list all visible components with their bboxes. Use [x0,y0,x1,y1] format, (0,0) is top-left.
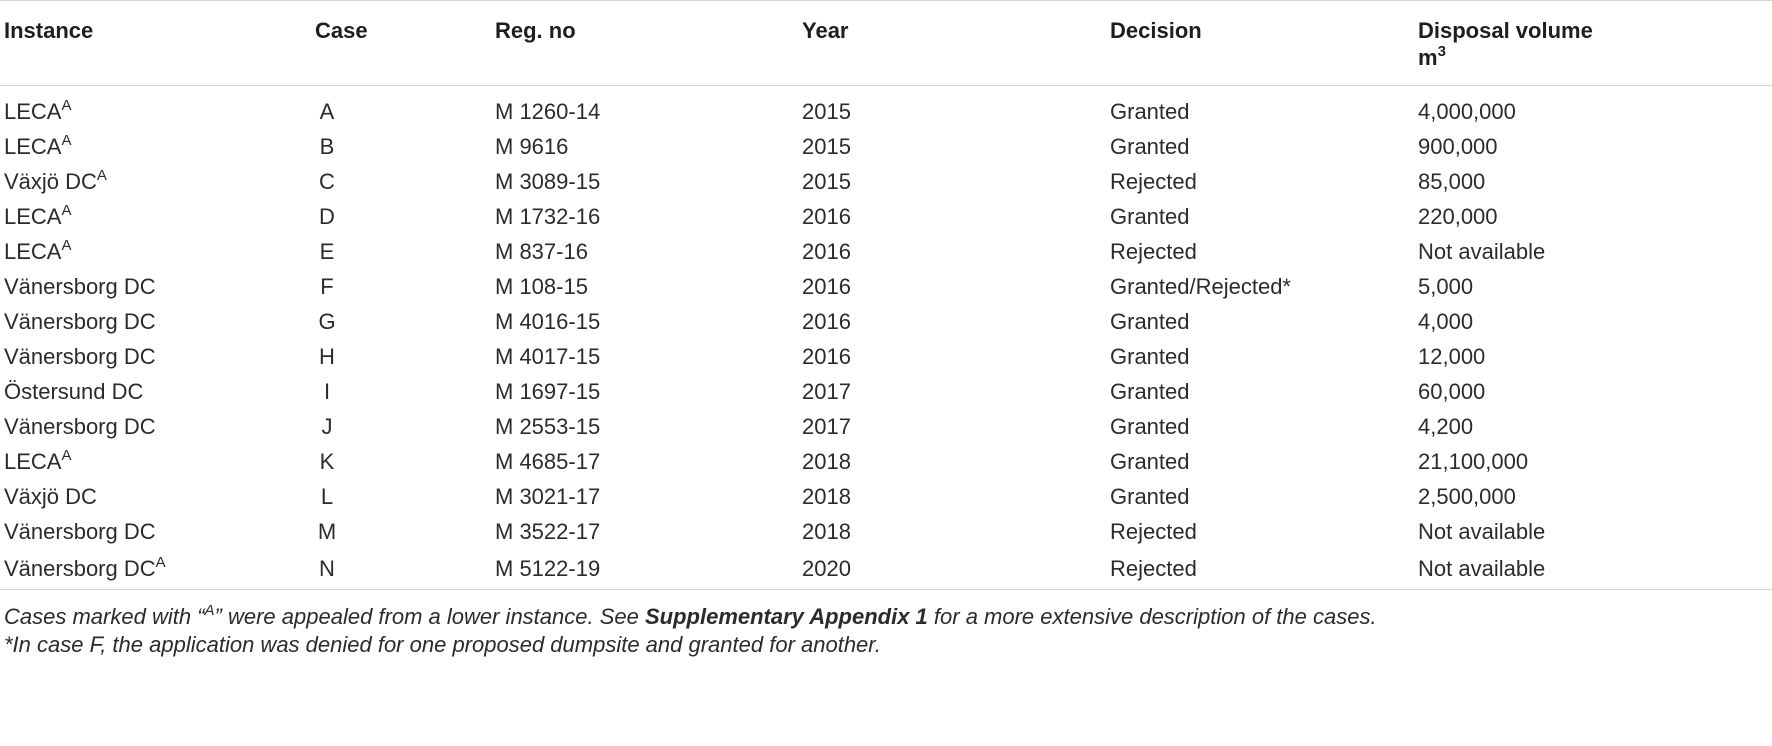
cell-decision: Granted [1110,133,1190,159]
appeal-marker: A [96,166,107,184]
cell-disposal-volume: Not available [1418,518,1546,544]
cell-reg-no: M 5122-19 [495,549,802,590]
header-disposal-volume [1418,1,1772,86]
footnote-appeal-text-1: Cases marked with “ [4,604,205,629]
cell-decision: Granted [1110,378,1190,404]
header-volume-label: Disposal volume [1418,18,1593,43]
table-row [0,374,1772,409]
cell-disposal-volume: 4,000,000 [1418,98,1516,124]
instance-label: Vänersborg DC [4,556,156,581]
instance-label: Östersund DC [4,378,144,404]
cell-case [315,514,495,549]
cell-case [315,129,495,164]
case-letter: C [319,168,335,194]
instance-label: LECA [4,238,62,264]
instance-label: Vänersborg DC [4,518,156,544]
footnote-appeal-text-2: ” were appealed from a lower instance. See [214,604,645,629]
cell-reg-no: M 3089-15 [495,168,601,194]
cell-disposal-volume: 5,000 [1418,273,1474,299]
header-volume-unit: m [1418,45,1438,70]
case-letter: I [323,378,331,404]
instance-label: LECA [4,448,62,474]
cell-disposal-volume: 4,000 [1418,308,1474,334]
cell-reg-no: M 9616 [495,133,569,159]
cell-reg-no: M 3522-17 [495,518,601,544]
cell-year: 2016 [802,343,851,369]
table-body [0,86,1772,590]
case-letter: M [317,518,337,544]
instance-label: LECA [4,133,62,159]
cell-instance [0,549,315,590]
cell-year: 2016 [802,238,851,264]
table-row [0,339,1772,374]
cell-decision: Granted [1110,483,1190,509]
cell-year: 2016 [802,308,851,334]
cell-decision: Granted [1110,448,1190,474]
cell-reg-no: M 837-16 [495,238,588,264]
cell-disposal-volume: 21,100,000 [1418,448,1529,474]
cell-decision: Granted [1110,343,1190,369]
cell-disposal-volume: Not available [1418,238,1546,264]
cell-instance [0,374,315,409]
table-row [0,199,1772,234]
case-letter: E [319,238,335,264]
cell-reg-no: M 1697-15 [495,378,601,404]
table-footnotes [4,603,1377,659]
cell-disposal-volume: 900,000 [1418,133,1498,159]
cell-case [315,479,495,514]
cell-disposal-volume: 2,500,000 [1418,483,1516,509]
cell-case [315,549,495,590]
cell-instance [0,409,315,444]
instance-label: Vänersborg DC [4,308,156,334]
cell-case [315,234,495,269]
case-letter: D [319,203,335,229]
cell-case [315,444,495,479]
cell-decision: Rejected [1110,518,1197,544]
table-row [0,549,1772,590]
cell-instance [0,514,315,549]
cell-instance [0,304,315,339]
cell-instance [0,269,315,304]
cell-reg-no: M 4685-17 [495,448,601,474]
instance-label: Vänersborg DC [4,413,156,439]
cell-instance [0,164,315,199]
cell-disposal-volume: 220,000 [1418,203,1498,229]
header-case: Case [315,1,495,86]
cell-year: 2015 [802,133,851,159]
cell-instance [0,129,315,164]
table-row [0,234,1772,269]
header-reg-no: Reg. no [495,1,802,86]
instance-label: LECA [4,98,62,124]
cell-case [315,269,495,304]
cell-decision: Granted [1110,203,1190,229]
supplementary-appendix-link[interactable]: Supplementary Appendix 1 [644,604,928,629]
cell-year: 2016 [802,273,851,299]
cell-decision: Rejected [1110,549,1418,590]
header-decision: Decision [1110,1,1418,86]
cell-year: 2016 [802,203,851,229]
cell-reg-no: M 108-15 [495,273,588,299]
case-letter: N [319,556,335,581]
case-letter: H [319,343,335,369]
table-row [0,129,1772,164]
appeal-marker: A [155,554,166,571]
cell-decision: Rejected [1110,168,1197,194]
cell-reg-no: M 1732-16 [495,203,601,229]
cell-reg-no: M 4017-15 [495,343,601,369]
instance-label: Vänersborg DC [4,343,156,369]
cell-disposal-volume: 4,200 [1418,413,1474,439]
appeal-marker: A [61,96,72,114]
cell-case [315,304,495,339]
cell-reg-no: M 1260-14 [495,98,601,124]
cell-year: 2017 [802,413,851,439]
header-year: Year [802,1,1110,86]
cell-reg-no: M 3021-17 [495,483,601,509]
cell-year: 2018 [802,448,851,474]
table-row [0,409,1772,444]
cell-decision: Granted/Rejected* [1110,273,1291,299]
table-row [0,269,1772,304]
appeal-marker: A [61,236,72,254]
case-letter: A [319,98,335,124]
case-letter: G [318,308,336,334]
case-letter: J [321,413,333,439]
cell-year: 2018 [802,518,851,544]
cell-decision: Rejected [1110,238,1197,264]
cell-case [315,86,495,130]
instance-label: Växjö DC [4,168,97,194]
cell-instance [0,479,315,514]
cell-instance [0,339,315,374]
footnote-appeal [4,603,1377,631]
cell-disposal-volume: 60,000 [1418,378,1486,404]
cell-decision: Granted [1110,98,1190,124]
case-letter: B [319,133,335,159]
cell-instance [0,234,315,269]
instance-label: Växjö DC [4,483,97,509]
cell-case [315,199,495,234]
appeal-marker: A [61,131,72,149]
cell-year: 2018 [802,483,851,509]
cell-year: 2015 [802,98,851,124]
cell-instance [0,86,315,130]
cell-year: 2017 [802,378,851,404]
table-row [0,304,1772,339]
cell-disposal-volume: 85,000 [1418,168,1486,194]
cell-decision: Granted [1110,413,1190,439]
cell-instance [0,444,315,479]
case-letter: L [320,483,334,509]
header-volume-unit-sup: 3 [1437,43,1446,60]
cell-instance [0,199,315,234]
table-row [0,444,1772,479]
cell-year: 2020 [802,549,1110,590]
cell-case [315,164,495,199]
footnote-appeal-text-3: for a more extensive description of the cases. [927,604,1377,629]
table-row [0,514,1772,549]
instance-label: LECA [4,203,62,229]
cell-case [315,409,495,444]
cell-year: 2015 [802,168,851,194]
case-letter: K [319,448,335,474]
cell-disposal-volume: 12,000 [1418,343,1486,369]
cell-reg-no: M 4016-15 [495,308,601,334]
footnote-appeal-sup: A [204,602,215,619]
instance-label: Vänersborg DC [4,273,156,299]
header-instance: Instance [0,1,315,86]
cell-decision: Granted [1110,308,1190,334]
case-letter: F [320,273,334,299]
cell-case [315,339,495,374]
cell-reg-no: M 2553-15 [495,413,601,439]
table-row [0,479,1772,514]
table-row [0,164,1772,199]
appeal-marker: A [61,201,72,219]
appeal-marker: A [61,446,72,464]
table-header [0,1,1772,86]
table-row [0,86,1772,130]
cell-disposal-volume: Not available [1418,549,1772,590]
cell-case [315,374,495,409]
footnote-case-f: *In case F, the application was denied for one proposed dumpsite and granted for another. [4,632,881,657]
